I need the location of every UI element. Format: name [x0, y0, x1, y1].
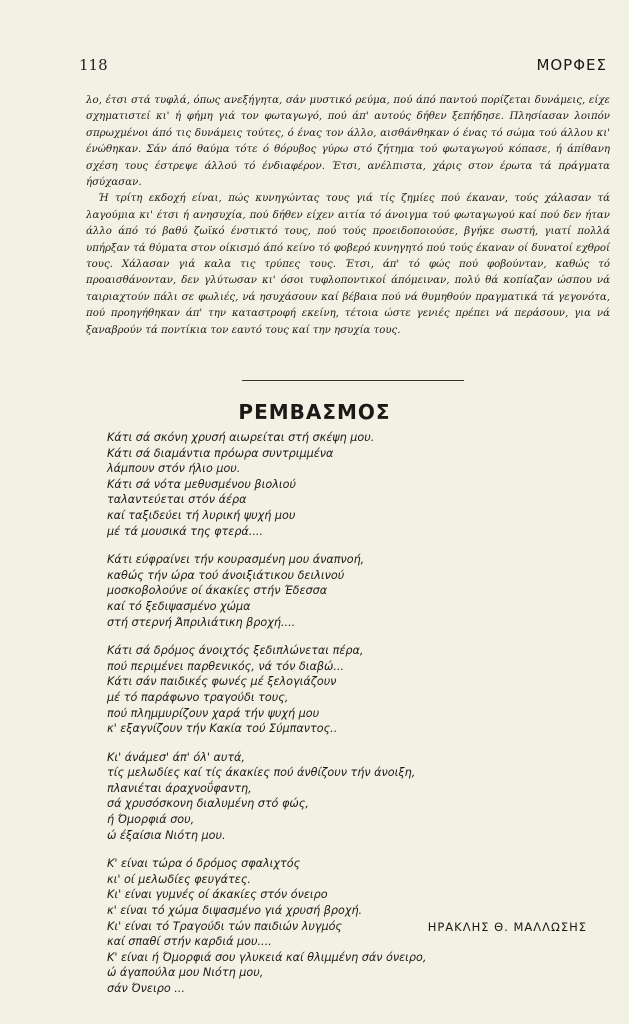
poem-title: ΡΕΜΒΑΣΜΟΣ: [238, 400, 391, 424]
poem-line: Κάτι εύφραίνει τήν κουρασμένη μου άναπνοή,: [107, 553, 365, 567]
poem-body: [107, 430, 607, 997]
poem-line: πού πλημμυρίζουν χαρά τήν ψυχή μου: [107, 706, 320, 720]
poem-line: καί σπαθί στήν καρδιά μου....: [107, 935, 272, 949]
poem-stanza: [107, 552, 607, 630]
poem-line: Κάτι σά δρόμος άνοιχτός ξεδιπλώνεται πέρα,: [107, 644, 364, 658]
poem-line: ώ άγαπούλα μου Νιότη μου,: [107, 966, 264, 980]
poem-stanza: [107, 643, 607, 737]
poem-line: καί τό ξεδιψασμένο χώμα: [107, 599, 251, 613]
poem-line: καί ταξιδεύει τή λυρική ψυχή μου: [107, 508, 296, 522]
prose-paragraph: Ή τρίτη εκδοχή είναι, πώς κυνηγώντας τους γιά τίς ζημίες πού έκαναν, τούς χάλασαν τά λαγούμια κι' έτσι ή ανησυχία, πού δήθεν είχεν αιτία τό άνοιγμα τού φωταγωγού καί πού δεν ήταν άλλο άπό τό βαθύ ζωϊκό ένστικτό τους, πού τούς προειδοποιούσε, βγήκε σωστή, γιατί πολλά υπήρξαν τά θύματα στον οίκισμό άπό κείνο τό φοβερό κυνηγητό πού τούς έκαναν οί δυνατοί εχθροί τους. Χάλασαν γιά καλα τις τρύπες τους. Έτσι, άπ' τό φώς πού φοβούνταν, καθώς τό προαισθάνονταν, δεν γλύτωσαν κι' όσοι τυφλοποντικοί άπόμειναν, πολύ θά κοπίαζαν ώσπου νά ταιριαχτούν πάλι σε φωλιές, νά ησυχάσουν καί βέβαια πού νά θυμηθούν πραγματικά τά γεγονότα, πού προηγήθηκαν άπ' την καταστροφή εκείνη, τέτοια ώστε γενιές πρέπει νά περάσουν, για νά ξαναβρούν τά ποντίκια τον εαυτό τους καί την ησυχία τους.: [86, 193, 610, 336]
poem-stanza: [107, 430, 607, 539]
poem-line: μέ τά μουσικά της φτερά....: [107, 524, 264, 538]
poem-line: κι' οί μελωδίες φευγάτες.: [107, 872, 251, 886]
poem-line: πλανιέται άραχνοΰφαντη,: [107, 781, 252, 795]
poem-line: Κάτι σάν παιδικές φωνές μέ ξελογιάζουν: [107, 675, 337, 689]
poem-author: ΗΡΑΚΛΗΣ Θ. ΜΑΛΛΩΣΗΣ: [427, 920, 587, 934]
poem-line: Κ' είναι τώρα ό δρόμος σφαλιχτός: [107, 857, 301, 871]
page-number: 118: [79, 56, 108, 74]
poem-line: Κ' είναι ή Όμορφιά σου γλυκειά καί θλιμμένη σάν όνειρο,: [107, 950, 427, 964]
poem-line: κ' εξαγνίζουν τήν Κακία τού Σύμπαντος..: [107, 722, 338, 736]
poem-line: μέ τό παράφωνο τραγούδι τους,: [107, 690, 289, 704]
poem-line: κ' είναι τό χώμα διψασμένο γιά χρυσή βροχή.: [107, 904, 363, 918]
poem-line: στή στερνή Άπριλιάτικη βροχή....: [107, 615, 296, 629]
poem-line: πού περιμένει παρθενικός, νά τόν διαβώ...: [107, 659, 345, 673]
poem-line: Κάτι σά διαμάντια πρόωρα συντριμμένα: [107, 446, 334, 460]
poem-line: ή Όμορφιά σου,: [107, 813, 195, 827]
poem-line: σάν Όνειρο ...: [107, 982, 185, 995]
poem-line: Κι' άνάμεσ' άπ' όλ' αυτά,: [107, 750, 245, 764]
running-head: ΜΟΡΦΕΣ: [536, 56, 607, 74]
poem-stanza: [107, 750, 607, 844]
poem-line: καθώς τήν ώρα τού άνοιξιάτικου δειλινού: [107, 568, 345, 582]
poem-line: σά χρυσόσκονη διαλυμένη στό φώς,: [107, 797, 309, 811]
poem-line: λάμπουν στόν ήλιο μου.: [107, 462, 241, 476]
poem-line: τίς μελωδίες καί τίς άκακίες πού άνθίζουν τήν άνοιξη,: [107, 766, 416, 780]
poem-line: Κι' είναι τό Τραγούδι τών παιδιών λυγμός: [107, 919, 342, 933]
section-divider: [242, 380, 464, 381]
poem-line: ώ έξαίσια Νιότη μου.: [107, 828, 226, 842]
poem-line: Κι' είναι γυμνές οί άκακίες στόν όνειρο: [107, 888, 328, 902]
poem-line: ταλαντεύεται στόν άέρα: [107, 493, 247, 507]
prose-paragraph: λο, έτσι στά τυφλά, όπως ανεξήγητα, σάν μυστικό ρεύμα, πού άπό παντού πορίζεται δυνάμεις, είχε σχηματιστεί κι' ή φήμη γιά τον φωταγωγό, πού άπ' αυτούς δήθεν ξεπήδησε. Πλησίασαν λοιπόν σπρωχμένοι άπό τις δυνάμεις τούτες, ό ένας τον άλλο, αισθάνθηκαν ό ένας τό σώμα τού άλλου κι' ένώθηκαν. Σάν άπό θαύμα τότε ό θόρυβος γύρω στό ζήτημα τού φωταγωγού κόπασε, ή άπίθανη σχέση τους έστρεψε άλλού τό ένδιαφέρον. Έτσι, ανέλπιστα, χάρις στον έρωτα τά πράγματα ήσύχασαν.: [86, 95, 610, 189]
prose-section: [86, 93, 610, 339]
poem-line: Κάτι σά νότα μεθυσμένου βιολιού: [107, 477, 296, 491]
poem-line: μοσκοβολούνε οί άκακίες στήν Έδεσσα: [107, 584, 328, 598]
poem-line: Κάτι σά σκόνη χρυσή αιωρείται στή σκέψη μου.: [107, 431, 375, 444]
